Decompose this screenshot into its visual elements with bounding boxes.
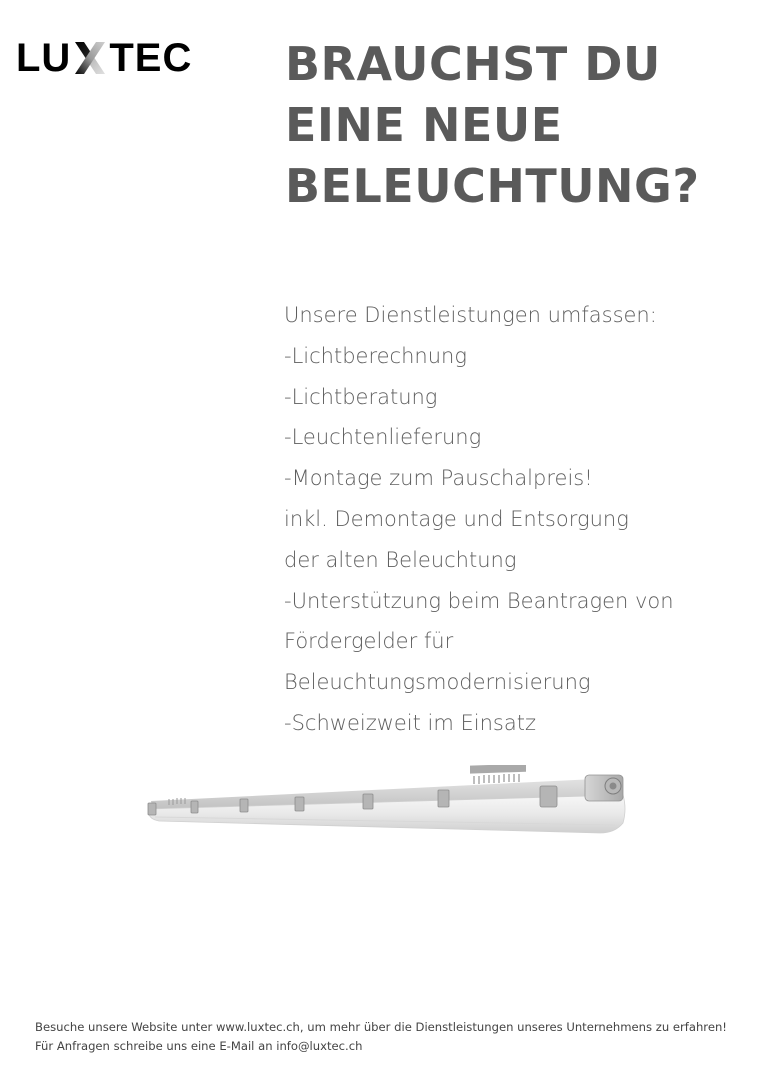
luxtec-logo bbox=[16, 36, 226, 80]
led-batten-luminaire-icon bbox=[145, 765, 635, 845]
service-item: -Montage zum Pauschalpreis! bbox=[284, 466, 593, 491]
service-item: -Leuchtenlieferung bbox=[284, 425, 482, 450]
services-intro: Unsere Dienstleistungen umfassen: bbox=[284, 303, 657, 327]
services-list bbox=[284, 295, 744, 744]
headline bbox=[285, 34, 745, 217]
service-item: inkl. Demontage und Entsorgung bbox=[284, 506, 629, 531]
service-item: -Unterstützung beim Beantragen von bbox=[284, 588, 674, 613]
logo-text-right: TEC bbox=[109, 36, 193, 80]
headline-line: BRAUCHST DU bbox=[285, 37, 661, 91]
service-item: Fördergelder für bbox=[284, 629, 454, 654]
service-item: der alten Beleuchtung bbox=[284, 547, 517, 572]
headline-line: EINE NEUE bbox=[285, 98, 563, 152]
footer-email-text: Für Anfragen schreibe uns eine E-Mail an info@luxtec.ch bbox=[35, 1039, 363, 1053]
service-item: Beleuchtungsmodernisierung bbox=[284, 670, 591, 695]
logo-x-mark-icon bbox=[73, 36, 107, 80]
service-item: -Lichtberechnung bbox=[284, 343, 467, 368]
footer-website-text: Besuche unsere Website unter www.luxtec.ch, um mehr über die Dienstleistungen unseres Unternehmens zu erfahren! bbox=[35, 1020, 727, 1034]
headline-line: BELEUCHTUNG? bbox=[285, 159, 700, 213]
service-item: -Lichtberatung bbox=[284, 384, 438, 409]
logo-text-left: LU bbox=[16, 36, 72, 80]
footer bbox=[35, 1018, 745, 1056]
service-item: -Schweizweit im Einsatz bbox=[284, 710, 536, 735]
